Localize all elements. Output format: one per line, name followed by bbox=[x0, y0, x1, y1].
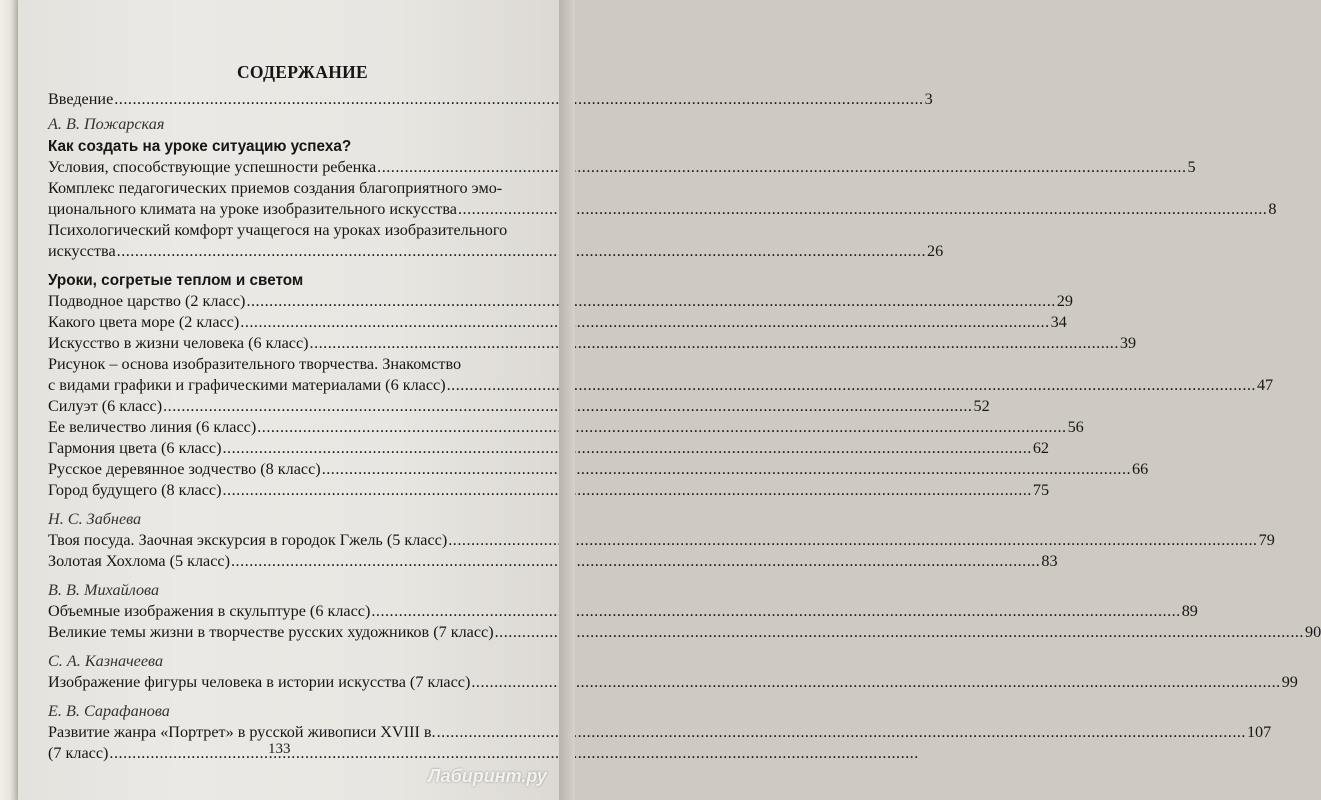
leader-dots bbox=[114, 89, 923, 110]
toc-entry-line bbox=[48, 743, 553, 764]
toc-entry-page: 8 bbox=[1268, 200, 1277, 218]
toc-entry bbox=[48, 375, 1274, 396]
leader-dots bbox=[437, 722, 1246, 743]
toc-entry-label: Введение bbox=[48, 90, 114, 108]
leader-dots bbox=[222, 438, 1031, 459]
toc-author: Е. В. Сарафанова bbox=[48, 702, 170, 720]
toc-entry bbox=[48, 722, 1272, 743]
toc-entry-label: Подводное царство (2 класс) bbox=[48, 292, 246, 310]
toc-entry-label: Условия, способствующие успешности ребенка bbox=[48, 158, 377, 176]
toc-author: А. В. Пожарская bbox=[48, 115, 165, 133]
toc-entry-page: 5 bbox=[1187, 158, 1196, 176]
toc-author: С. А. Казначеева bbox=[48, 652, 164, 670]
toc-entry-page: 79 bbox=[1258, 531, 1275, 549]
toc-entry-label: искусства bbox=[48, 242, 116, 260]
toc-author: В. В. Михайлова bbox=[48, 581, 160, 599]
leader-dots bbox=[371, 601, 1180, 622]
toc-entry-page: 62 bbox=[1032, 439, 1049, 457]
toc-entry bbox=[48, 622, 1321, 643]
toc-entry-page: 89 bbox=[1181, 602, 1198, 620]
toc-entry-page: 66 bbox=[1132, 460, 1149, 478]
toc-entry bbox=[48, 199, 1277, 220]
page-number: 133 bbox=[268, 741, 291, 757]
leader-dots bbox=[495, 622, 1304, 643]
toc-entry-label: ционального климата на уроке изобразительного искусства bbox=[48, 200, 457, 218]
leader-dots bbox=[257, 417, 1066, 438]
leader-dots bbox=[471, 672, 1280, 693]
toc-entry-label: Объемные изображения в скульптуре (6 класс) bbox=[48, 602, 371, 620]
toc-section-heading: Как создать на уроке ситуацию успеха? bbox=[48, 138, 352, 155]
toc-entry-label: Золотая Хохлома (5 класс) bbox=[48, 552, 230, 570]
leader-dots bbox=[117, 241, 926, 262]
toc-entry-label: Русское деревянное зодчество (8 класс) bbox=[48, 460, 321, 478]
toc-entry bbox=[48, 291, 1073, 312]
toc-entry-label: Гармония цвета (6 класс) bbox=[48, 439, 222, 457]
book-page bbox=[18, 0, 1321, 800]
leader-dots bbox=[377, 157, 1186, 178]
toc-entry bbox=[48, 396, 990, 417]
toc-entry-label: Изображение фигуры человека в истории искусства (7 класс) bbox=[48, 673, 471, 691]
leader-dots bbox=[322, 459, 1131, 480]
book-left-edge bbox=[0, 0, 18, 800]
toc-title: СОДЕРЖАНИЕ bbox=[236, 62, 368, 82]
toc-entry-page: 3 bbox=[924, 90, 933, 108]
leader-dots bbox=[109, 743, 918, 764]
toc-section-heading: Уроки, согретые теплом и светом bbox=[48, 272, 304, 289]
toc-entry bbox=[48, 333, 1137, 354]
toc-entry-page: 56 bbox=[1067, 418, 1084, 436]
toc-entry-label: с видами графики и графическими материалами (6 класс) bbox=[48, 376, 446, 394]
watermark-logo: Лабиринт.ру bbox=[428, 766, 547, 786]
toc-entry-line: Комплекс педагогических приемов создания благоприятного эмо- bbox=[48, 179, 503, 197]
leader-dots bbox=[458, 199, 1267, 220]
leader-dots bbox=[231, 551, 1040, 572]
toc-entry-page: 99 bbox=[1281, 673, 1298, 691]
toc-entry bbox=[48, 551, 1058, 572]
toc-entry bbox=[48, 672, 1298, 693]
toc-entry bbox=[48, 157, 1196, 178]
toc-entry-label: Ее величество линия (6 класс) bbox=[48, 418, 257, 436]
toc-entry bbox=[48, 417, 1084, 438]
toc-entry-page: 29 bbox=[1056, 292, 1073, 310]
toc-entry-line: Рисунок – основа изобразительного творчества. Знакомство bbox=[48, 355, 462, 373]
toc-entry-label: Город будущего (8 класс) bbox=[48, 481, 222, 499]
toc-entry bbox=[48, 601, 1198, 622]
toc-entry-page: 52 bbox=[973, 397, 990, 415]
toc-entry bbox=[48, 480, 1050, 501]
toc-entry bbox=[48, 438, 1049, 459]
book-right-edge bbox=[559, 0, 575, 800]
toc-entry-page: 34 bbox=[1050, 313, 1067, 331]
toc-entry-page: 83 bbox=[1041, 552, 1058, 570]
leader-dots bbox=[246, 291, 1055, 312]
toc-entry bbox=[48, 241, 944, 262]
table-of-contents bbox=[48, 62, 1321, 764]
toc-entry bbox=[48, 530, 1275, 551]
toc-entry-page: 90 bbox=[1304, 623, 1321, 641]
toc-entry-page: 26 bbox=[926, 242, 944, 260]
toc-entry bbox=[48, 312, 1067, 333]
toc-entry-line: Психологический комфорт учащегося на уроках изобразительного bbox=[48, 221, 508, 239]
toc-entry bbox=[48, 459, 1149, 480]
toc-entry-label: Искусство в жизни человека (6 класс) bbox=[48, 334, 309, 352]
toc-entry-label: Твоя посуда. Заочная экскурсия в городок Гжель (5 класс) bbox=[48, 531, 448, 549]
toc-entry-label: Силуэт (6 класс) bbox=[48, 397, 163, 415]
toc-entry-label: Какого цвета море (2 класс) bbox=[48, 313, 240, 331]
toc-entry-page: 39 bbox=[1119, 334, 1137, 352]
leader-dots bbox=[223, 480, 1032, 501]
toc-entry-page: 47 bbox=[1256, 376, 1274, 394]
toc-entry-intro bbox=[48, 89, 933, 110]
toc-entry-page: 107 bbox=[1246, 723, 1272, 741]
toc-entry-page: 75 bbox=[1032, 481, 1050, 499]
toc-entry-label: Развитие жанра «Портрет» в русской живописи XVIII в. bbox=[48, 723, 436, 741]
toc-entry-label: Великие темы жизни в творчестве русских художников (7 класс) bbox=[48, 623, 494, 641]
leader-dots bbox=[310, 333, 1119, 354]
toc-entry-label: (7 класс) bbox=[48, 744, 109, 762]
toc-author: Н. С. Забнева bbox=[48, 510, 142, 528]
leader-dots bbox=[240, 312, 1049, 333]
